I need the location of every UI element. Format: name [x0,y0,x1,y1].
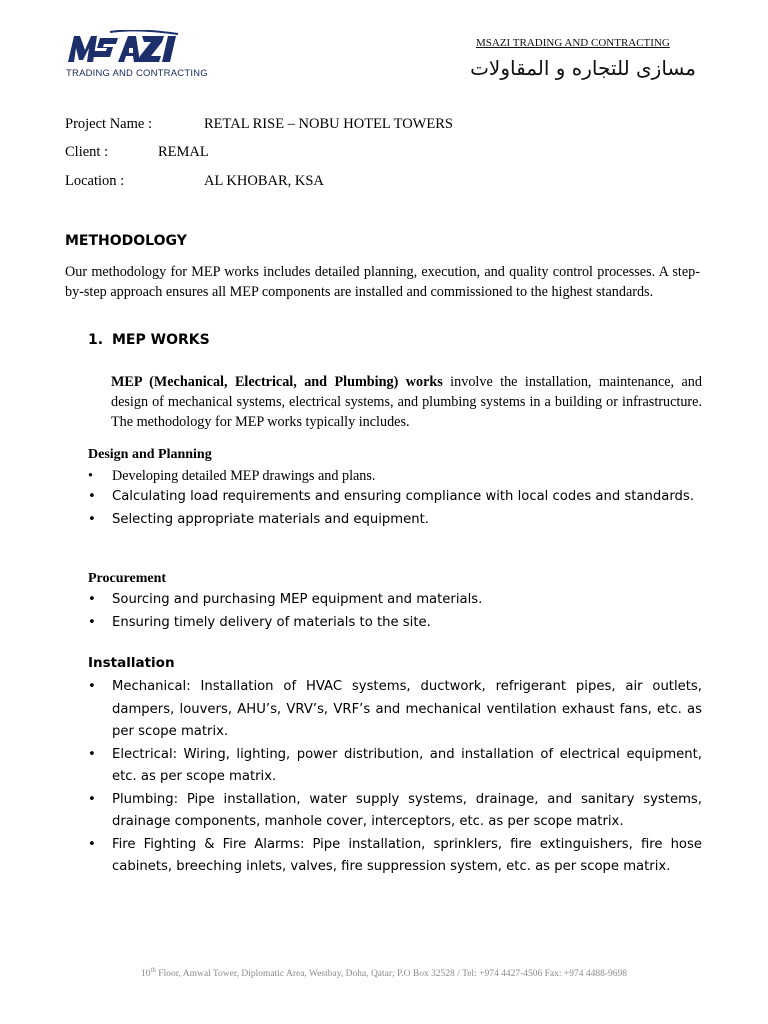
section-number: 1. [88,332,104,348]
list-item: • Plumbing: Pipe installation, water supply systems, drainage, and sanitary systems, drainage components, manhole cover, interceptors, etc. as per scope matrix. [88,789,702,834]
procurement-heading: Procurement [88,571,167,586]
design-planning-heading: Design and Planning [88,447,212,462]
logo-subtitle: TRADING AND CONTRACTING [66,68,208,79]
project-name-label: Project Name : [65,116,152,132]
company-name-arabic: مسازى للتجاره و المقاولات [470,56,696,80]
client-value: REMAL [158,144,209,160]
list-item: • Fire Fighting & Fire Alarms: Pipe installation, sprinklers, fire extinguishers, fire hose cabinets, breeching inlets, valves, fire suppression system, etc. as per scope matrix. [88,834,702,879]
mep-intro-paragraph [111,372,702,432]
footer-address-text: Floor, Amwal Tower, Diplomatic Area, Westbay, Doha, Qatar; P.O Box 32528 / Tel: +974 4427-4506 Fax: +974 4488-9698 [155,969,628,980]
footer-floor-number: 10 [140,969,151,980]
project-name-value: RETAL RISE – NOBU HOTEL TOWERS [204,116,453,132]
list-item: • Selecting appropriate materials and equipment. [88,509,702,532]
installation-heading: Installation [88,655,175,671]
list-item: • Sourcing and purchasing MEP equipment and materials. [88,589,702,612]
list-item: • Mechanical: Installation of HVAC systems, ductwork, refrigerant pipes, air outlets, dampers, louvers, AHU’s, VRV’s, VRF’s and mechanical ventilation exhaust fans, etc. as per scope matrix. [88,676,702,744]
list-item: • Ensuring timely delivery of materials to the site. [88,612,702,635]
company-name-english: MSAZI TRADING AND CONTRACTING [476,37,670,49]
list-item: • Calculating load requirements and ensuring compliance with local codes and standards. [88,486,702,509]
footer-floor-suffix: th [150,966,156,974]
section-title: MEP WORKS [112,332,210,348]
design-planning-list [88,466,702,486]
location-value: AL KHOBAR, KSA [204,173,324,189]
list-item: • Electrical: Wiring, lighting, power distribution, and installation of electrical equipment, etc. as per scope matrix. [88,744,702,789]
installation-list [88,676,702,879]
footer-address [0,966,768,979]
mep-intro-bold: MEP (Mechanical, Electrical, and Plumbing) works [111,374,443,390]
design-planning-list-cont [88,486,702,531]
location-label: Location : [65,173,125,189]
methodology-intro: Our methodology for MEP works includes detailed planning, execution, and quality control processes. A step-by-step approach ensures all MEP components are installed and commissioned to the highest standards. [65,264,700,300]
mep-intro-text: involve the installation, maintenance, and design of mechanical systems, electrical systems, and plumbing systems in a building or infrastructure. The methodology for MEP works typically includes. [111,374,702,430]
methodology-heading: METHODOLOGY [65,233,187,249]
client-label: Client : [65,144,109,160]
procurement-list [88,589,702,634]
list-item: • Developing detailed MEP drawings and plans. [88,466,702,486]
